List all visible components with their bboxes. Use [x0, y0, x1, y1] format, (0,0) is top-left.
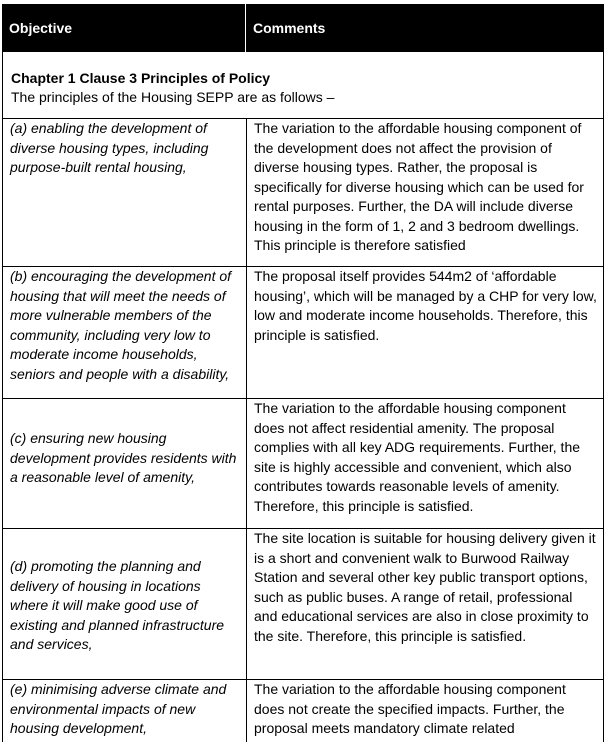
objective-cell: (b) encouraging the development of housing that will meet the needs of more vulnerable members of the community, including very low to moderate income households, seniors and people with a disability,: [3, 267, 247, 398]
objective-cell: (d) promoting the planning and delivery of housing in locations where it will make good use of existing and planned infrastructure and services,: [3, 529, 247, 679]
table-row: [2, 680, 604, 742]
comment-cell: The proposal itself provides 544m2 of ‘affordable housing’, which will be managed by a CHP for very low, low and moderate income households. Therefore, this principle is satisfied.: [254, 268, 597, 343]
comment-cell: The variation to the affordable housing component of the development does not affect the provision of diverse housing types. Rather, the proposal is specifically for diverse housing which can be used for rental purposes. Further, the DA will include diverse housing in the form of 1, 2 and 3 bedroom dwellings. This principle is therefore satisfied: [254, 120, 584, 253]
table-row: [2, 399, 604, 529]
principles-table: [2, 4, 604, 742]
table-row: [2, 529, 604, 680]
section-heading: [2, 52, 604, 119]
section-title: Chapter 1 Clause 3 Principles of Policy: [11, 70, 271, 86]
objective-cell: (c) ensuring new housing development provides residents with a reasonable level of amenity,: [3, 399, 247, 528]
table-row: [2, 119, 604, 267]
comment-cell: The variation to the affordable housing component does not create the specified impacts. Further, the proposal meets mandatory climate related: [254, 681, 566, 736]
objective-cell: (a) enabling the development of diverse housing types, including purpose-built rental housing,: [3, 119, 247, 266]
comment-cell: The site location is suitable for housing delivery given it is a short and convenient walk to Burwood Railway Station and several other key public transport options, such as public buses. A range of retail, professional and educational services are also in close proximity to the site. Therefore, this principle is satisfied.: [254, 530, 596, 644]
comments-column-header: Comments: [253, 20, 326, 36]
section-intro: The principles of the Housing SEPP are as follows –: [11, 89, 335, 105]
table-header: [2, 4, 604, 52]
objective-cell: (e) minimising adverse climate and environmental impacts of new housing development,: [3, 680, 247, 742]
table-row: [2, 267, 604, 399]
objective-column-header: Objective: [2, 4, 246, 52]
comment-cell: The variation to the affordable housing component does not affect residential amenity. The proposal complies with all key ADG requirements. Further, the site is highly accessible and convenient, which also contributes towards reasonable levels of amenity. Therefore, this principle is satisfied.: [254, 400, 581, 514]
